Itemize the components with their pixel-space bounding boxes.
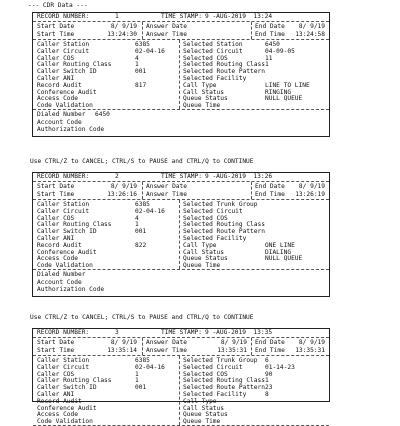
authorization-code-label: Authorization Code (37, 286, 105, 294)
column-divider (251, 182, 252, 199)
call-details-section (33, 356, 329, 426)
record-audit-label: Record Audit (37, 81, 82, 89)
selected-route-pattern-value: 23 (265, 384, 273, 392)
end-time-label: End Time (255, 30, 285, 38)
call-status-label: Call Status (183, 404, 224, 412)
selected-routing-class-label: Selected Routing Class (183, 377, 265, 385)
column-divider (142, 22, 143, 39)
caller-routing-class-value: 1 (135, 221, 139, 229)
record-header (33, 173, 329, 182)
caller-routing-class-label: Caller Routing Class (37, 221, 112, 229)
caller-routing-class-value: 1 (135, 377, 139, 385)
account-code-label: Account Code (37, 278, 82, 286)
time-stamp-value: 9 -AUG-2019 13:26 (205, 173, 273, 180)
time-stamp-label: TIME STAMP: (161, 173, 202, 180)
end-date-value: 8/ 9/19 (298, 183, 325, 190)
selected-cos-label: Selected COS (183, 214, 228, 222)
caller-switch-id-value: 001 (135, 68, 147, 76)
caller-cos-label: Caller COS (37, 370, 75, 378)
record-header (33, 13, 329, 22)
selected-facility-value: 8 (265, 391, 269, 398)
start-time-label: Start Time (37, 190, 75, 198)
selected-facility-label: Selected Facility (183, 391, 247, 398)
start-time-value: 13:26:16 (107, 190, 137, 198)
call-type-label: Call Type (183, 397, 217, 405)
record-audit-value: 817 (135, 81, 147, 89)
cdr-banner: --- CDR Data --- (28, 2, 88, 9)
answer-date-label: Answer Date (146, 183, 187, 190)
call-details-section (33, 40, 329, 110)
call-details-section (33, 200, 329, 270)
record-number-value: 2 (115, 173, 119, 180)
caller-cos-label: Caller COS (37, 54, 75, 62)
answer-time-value: 13:35:31 (217, 346, 247, 354)
record-number-label: RECORD NUMBER: (37, 173, 90, 180)
caller-station-label: Caller Station (37, 201, 90, 208)
terminal-prompt: Use CTRL/Z to CANCEL; CTRL/S to PAUSE and CTRL/Q to CONTINUE (30, 314, 254, 321)
caller-circuit-value: 02-04-16 (135, 207, 165, 215)
end-date-label: End Date (255, 23, 285, 30)
call-type-label: Call Type (183, 241, 217, 249)
selected-cos-value: 90 (265, 370, 273, 378)
caller-station-label: Caller Station (37, 357, 90, 364)
dialed-section (33, 110, 329, 136)
selected-first-label: Selected Trunk Group (183, 357, 258, 364)
terminal-prompt: Use CTRL/Z to CANCEL; CTRL/S to PAUSE and CTRL/Q to CONTINUE (30, 158, 254, 165)
record-number-value: 3 (115, 329, 119, 336)
selected-circuit-label: Selected Circuit (183, 207, 243, 215)
caller-cos-value: 1 (135, 370, 139, 378)
queue-time-label: Queue Time (183, 418, 221, 426)
start-date-value: 8/ 9/19 (110, 339, 137, 346)
end-date-value: 8/ 9/19 (298, 23, 325, 30)
record-audit-value: 822 (135, 241, 147, 249)
time-section (33, 338, 329, 356)
record-number-label: RECORD NUMBER: (37, 329, 90, 336)
column-divider (179, 40, 180, 109)
cdr-record (32, 12, 330, 137)
access-code-label: Access Code (37, 255, 78, 263)
caller-circuit-label: Caller Circuit (37, 207, 90, 215)
selected-routing-class-value: 1 (265, 377, 269, 385)
caller-circuit-value: 02-04-16 (135, 363, 165, 371)
code-validation-label: Code Validation (37, 418, 93, 426)
caller-ani-label: Caller ANI (37, 391, 75, 398)
time-stamp-value: 9 -AUG-2019 13:24 (205, 13, 273, 20)
selected-facility-label: Selected Facility (183, 235, 247, 242)
end-time-value: 13:35:31 (295, 346, 325, 354)
time-stamp-label: TIME STAMP: (161, 13, 202, 20)
queue-status-value: NULL QUEUE (265, 95, 303, 103)
conference-audit-label: Conference Audit (37, 88, 97, 96)
code-validation-label: Code Validation (37, 262, 93, 270)
caller-cos-label: Caller COS (37, 214, 75, 222)
record-audit-label: Record Audit (37, 241, 82, 249)
queue-status-label: Queue Status (183, 255, 228, 263)
answer-time-label: Answer Time (146, 346, 187, 354)
call-status-value: DIALING (265, 248, 292, 256)
time-stamp-value: 9 -AUG-2019 13:35 (205, 329, 273, 336)
end-time-value: 13:26:19 (295, 190, 325, 198)
caller-routing-class-label: Caller Routing Class (37, 377, 112, 385)
caller-cos-value: 4 (135, 214, 139, 222)
record-number-label: RECORD NUMBER: (37, 13, 90, 20)
queue-status-label: Queue Status (183, 411, 228, 419)
caller-routing-class-value: 1 (135, 61, 139, 69)
end-time-label: End Time (255, 346, 285, 354)
dialed-number-value: 6450 (95, 111, 110, 118)
time-section (33, 182, 329, 200)
end-date-label: End Date (255, 183, 285, 190)
selected-route-pattern-label: Selected Route Pattern (183, 228, 265, 236)
caller-ani-label: Caller ANI (37, 235, 75, 242)
caller-switch-id-value: 001 (135, 228, 147, 236)
caller-station-value: 6385 (135, 201, 150, 208)
dialed-section (33, 270, 329, 296)
caller-station-value: 6385 (135, 357, 150, 364)
code-validation-label: Code Validation (37, 102, 93, 110)
call-type-value: ONE LINE (265, 241, 295, 249)
selected-cos-value: 11 (265, 54, 273, 62)
start-date-label: Start Date (37, 23, 75, 30)
authorization-code-label: Authorization Code (37, 126, 105, 134)
start-date-value: 8/ 9/19 (110, 23, 137, 30)
caller-station-label: Caller Station (37, 41, 90, 48)
conference-audit-label: Conference Audit (37, 404, 97, 412)
start-time-value: 13:35:14 (107, 346, 137, 354)
selected-circuit-label: Selected Circuit (183, 363, 243, 371)
caller-circuit-value: 02-04-16 (135, 47, 165, 55)
record-number-value: 1 (115, 13, 119, 20)
answer-date-value: 8/ 9/19 (220, 339, 247, 346)
cdr-record (32, 328, 330, 426)
selected-first-label: Selected Station (183, 41, 243, 48)
column-divider (251, 22, 252, 39)
time-section (33, 22, 329, 40)
column-divider (142, 182, 143, 199)
caller-switch-id-label: Caller Switch ID (37, 228, 97, 236)
start-time-label: Start Time (37, 30, 75, 38)
answer-time-label: Answer Time (146, 30, 187, 38)
selected-first-value: 6 (265, 357, 269, 364)
call-status-label: Call Status (183, 248, 224, 256)
conference-audit-label: Conference Audit (37, 248, 97, 256)
end-date-value: 8/ 9/19 (298, 339, 325, 346)
column-divider (179, 356, 180, 425)
start-date-label: Start Date (37, 339, 75, 346)
caller-switch-id-label: Caller Switch ID (37, 384, 97, 392)
cdr-record (32, 172, 330, 297)
call-type-label: Call Type (183, 81, 217, 89)
selected-circuit-label: Selected Circuit (183, 47, 243, 55)
caller-routing-class-label: Caller Routing Class (37, 61, 112, 69)
call-status-value: RINGING (265, 88, 292, 96)
start-date-value: 8/ 9/19 (110, 183, 137, 190)
selected-routing-class-value: 1 (265, 61, 269, 69)
end-date-label: End Date (255, 339, 285, 346)
start-time-value: 13:24:30 (107, 30, 137, 38)
end-time-label: End Time (255, 190, 285, 198)
record-audit-label: Record Audit (37, 397, 82, 405)
answer-date-label: Answer Date (146, 23, 187, 30)
queue-status-value: NULL QUEUE (265, 255, 303, 263)
caller-switch-id-value: 001 (135, 384, 147, 392)
selected-route-pattern-label: Selected Route Pattern (183, 384, 265, 392)
dialed-number-label: Dialed Number (37, 111, 86, 118)
column-divider (179, 200, 180, 269)
answer-date-label: Answer Date (146, 339, 187, 346)
caller-circuit-label: Caller Circuit (37, 47, 90, 55)
start-date-label: Start Date (37, 183, 75, 190)
access-code-label: Access Code (37, 411, 78, 419)
answer-time-label: Answer Time (146, 190, 187, 198)
caller-station-value: 6385 (135, 41, 150, 48)
caller-cos-value: 4 (135, 54, 139, 62)
start-time-label: Start Time (37, 346, 75, 354)
selected-routing-class-label: Selected Routing Class (183, 61, 265, 69)
call-status-label: Call Status (183, 88, 224, 96)
time-stamp-label: TIME STAMP: (161, 329, 202, 336)
caller-ani-label: Caller ANI (37, 75, 75, 82)
selected-circuit-value: 04-09-05 (265, 47, 295, 55)
column-divider (251, 338, 252, 355)
queue-time-label: Queue Time (183, 102, 221, 110)
selected-cos-label: Selected COS (183, 370, 228, 378)
queue-status-label: Queue Status (183, 95, 228, 103)
call-type-value: LINE TO LINE (265, 81, 310, 89)
selected-circuit-value: 01-14-23 (265, 363, 295, 371)
selected-first-value: 6450 (265, 41, 280, 48)
column-divider (142, 338, 143, 355)
selected-cos-label: Selected COS (183, 54, 228, 62)
selected-route-pattern-label: Selected Route Pattern (183, 68, 265, 76)
end-time-value: 13:24:58 (295, 30, 325, 38)
caller-switch-id-label: Caller Switch ID (37, 68, 97, 76)
queue-time-label: Queue Time (183, 262, 221, 270)
account-code-label: Account Code (37, 118, 82, 126)
access-code-label: Access Code (37, 95, 78, 103)
selected-facility-label: Selected Facility (183, 75, 247, 82)
selected-first-label: Selected Trunk Group (183, 201, 258, 208)
caller-circuit-label: Caller Circuit (37, 363, 90, 371)
record-header (33, 329, 329, 338)
selected-routing-class-label: Selected Routing Class (183, 221, 265, 229)
dialed-number-label: Dialed Number (37, 271, 86, 278)
